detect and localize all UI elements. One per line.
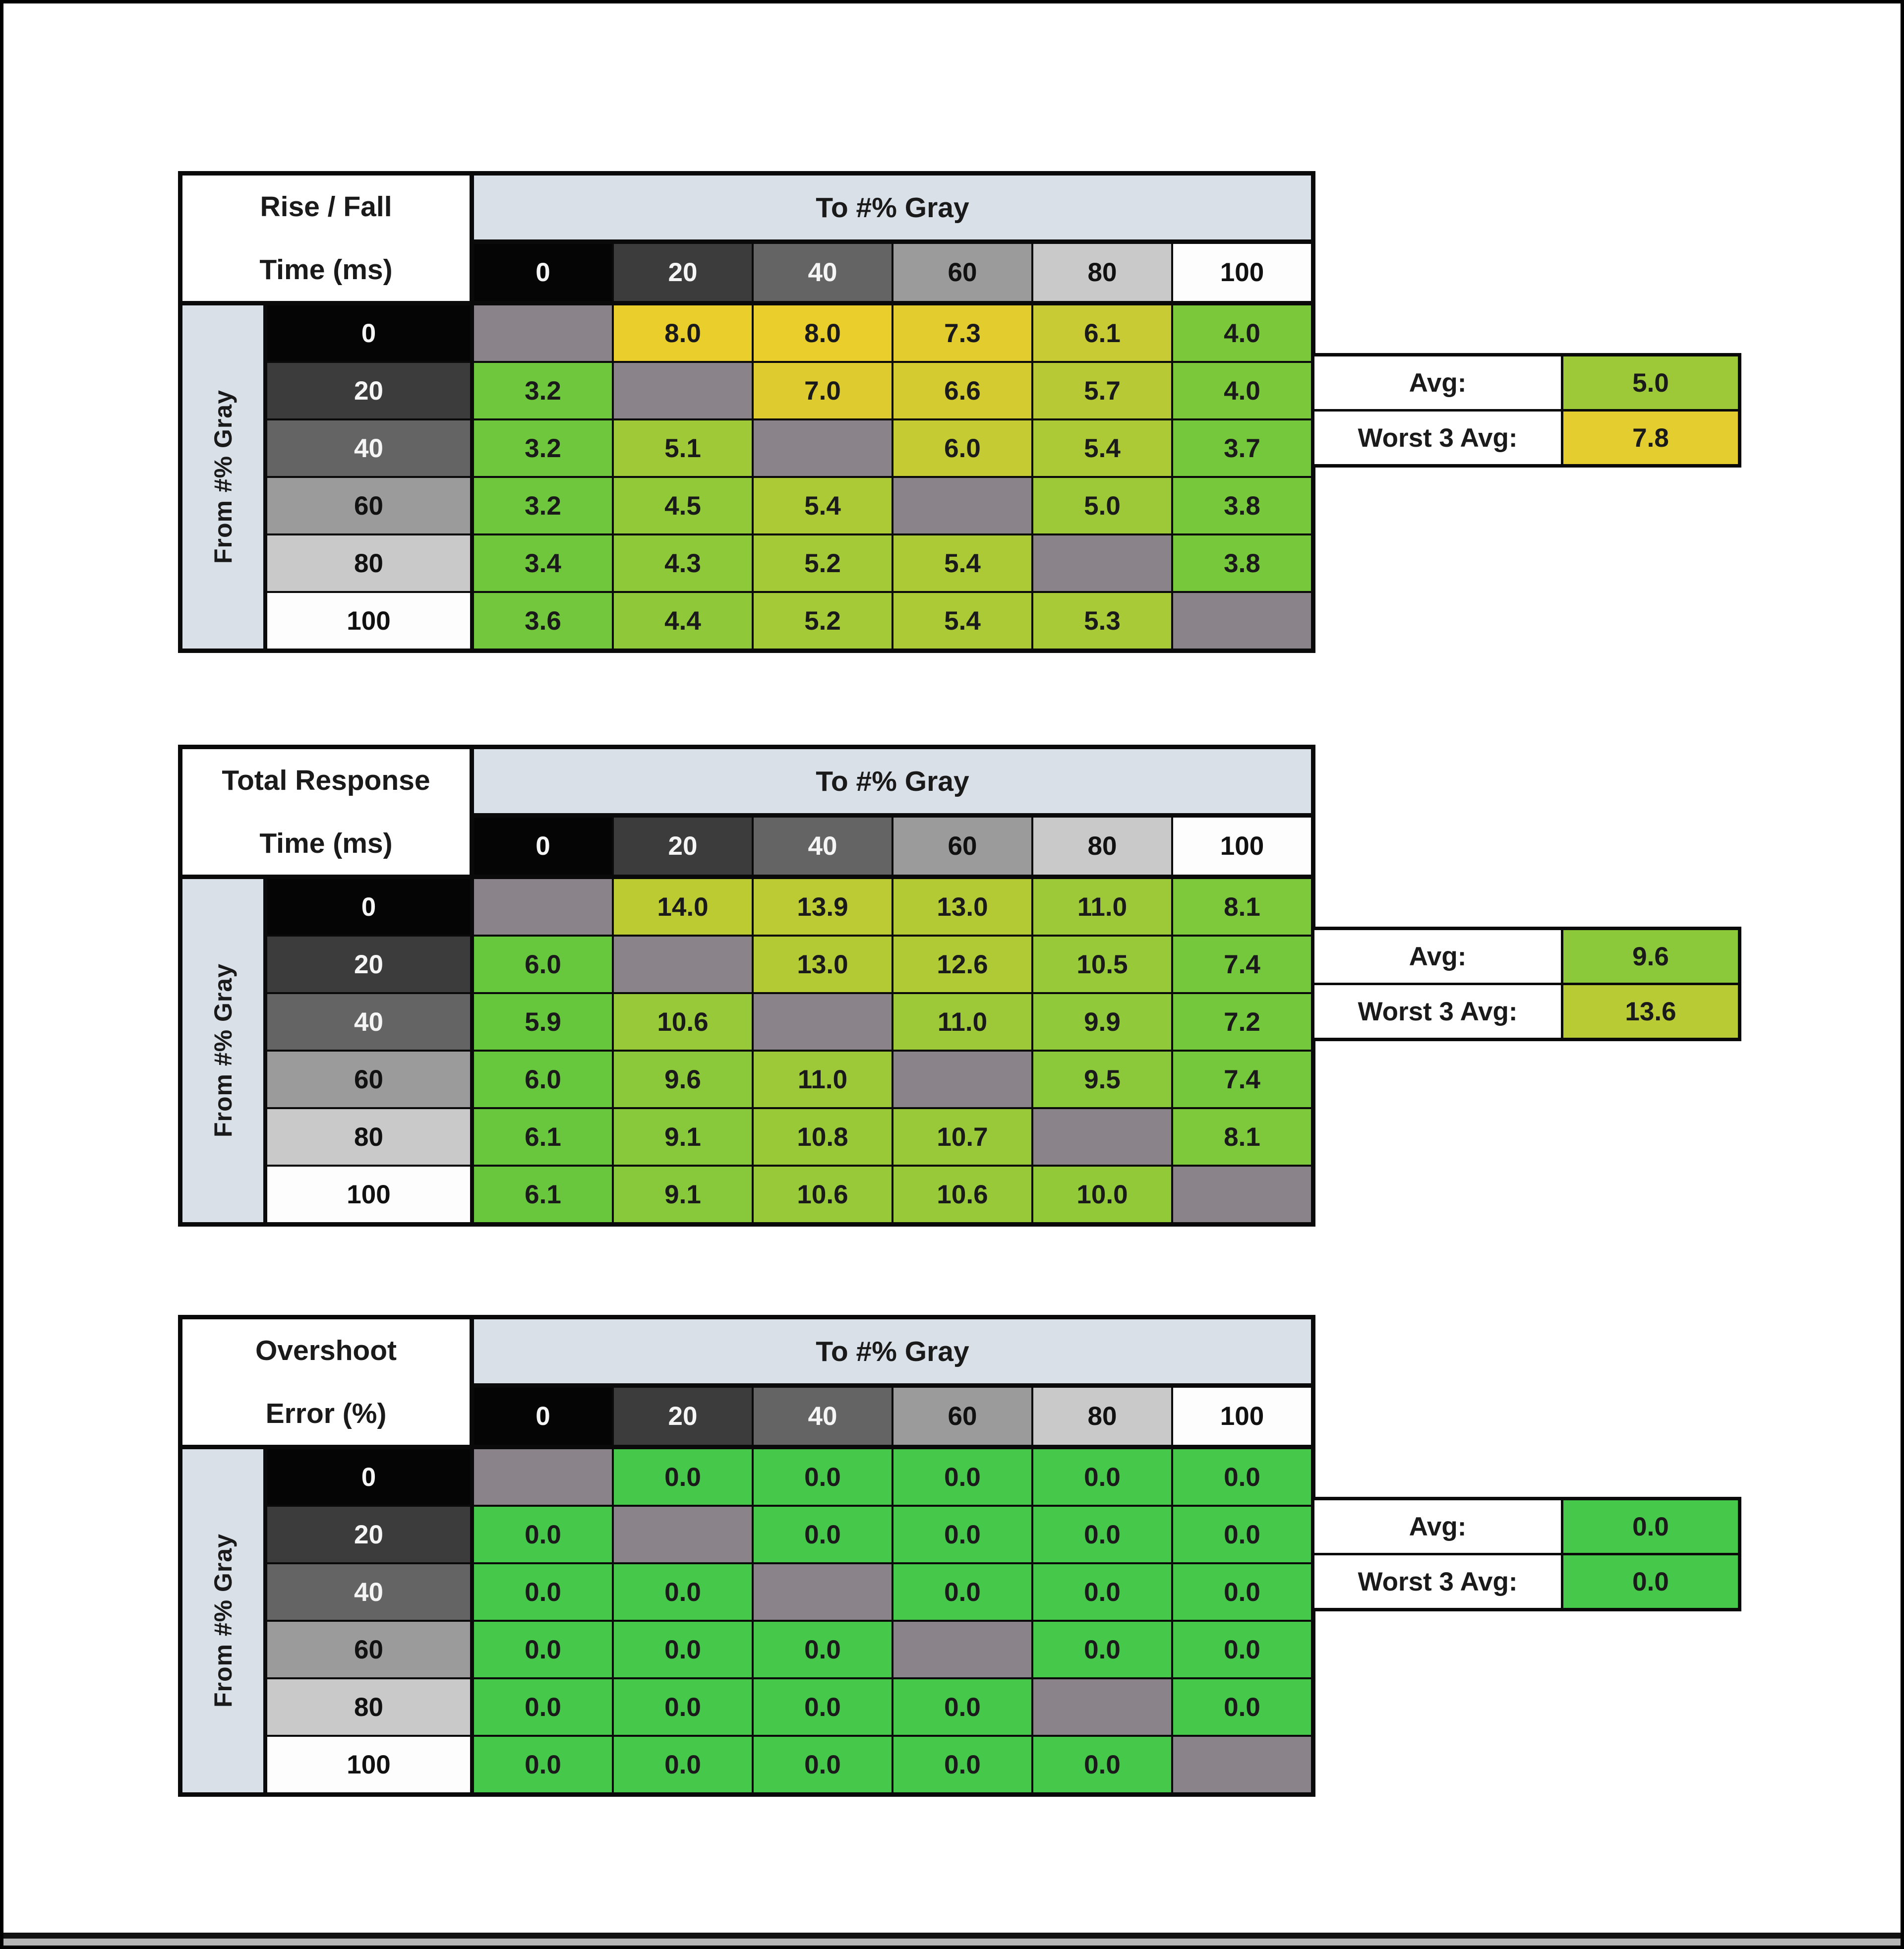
cell-from60-to40: 0.0 (754, 1622, 892, 1677)
cell-from100-to40: 10.6 (754, 1167, 892, 1222)
from-axis-label: From #% Gray (209, 963, 237, 1138)
total-response-title (182, 749, 472, 877)
cell-from60-to40: 11.0 (754, 1052, 892, 1107)
total-response-stats (1311, 927, 1741, 1041)
overshoot-stat-label-1: Worst 3 Avg: (1314, 1555, 1561, 1608)
cell-blank-diagonal (474, 879, 612, 935)
cell-from60-to80: 9.5 (1033, 1052, 1171, 1107)
cell-from60-to100: 7.4 (1173, 1052, 1311, 1107)
cell-from20-to80: 10.5 (1033, 937, 1171, 992)
row-header-100: 100 (267, 1167, 472, 1222)
cell-from0-to60: 7.3 (893, 305, 1031, 361)
cell-from100-to80: 10.0 (1033, 1167, 1171, 1222)
cell-from80-to60: 5.4 (893, 535, 1031, 591)
total-response-table-group (178, 745, 1765, 1227)
cell-from100-to60: 10.6 (893, 1167, 1031, 1222)
col-header-20: 20 (614, 818, 752, 877)
cell-from20-to40: 0.0 (754, 1507, 892, 1562)
rise-fall-stat-value-0: 5.0 (1563, 356, 1738, 409)
col-header-40: 40 (754, 818, 892, 877)
cell-from60-to80: 5.0 (1033, 478, 1171, 533)
col-header-100: 100 (1173, 244, 1311, 303)
col-header-80: 80 (1033, 244, 1171, 303)
cell-from20-to40: 13.0 (754, 937, 892, 992)
cell-from100-to20: 4.4 (614, 593, 752, 649)
overshoot-title (182, 1319, 472, 1447)
cell-from60-to100: 0.0 (1173, 1622, 1311, 1677)
cell-from60-to0: 3.2 (474, 478, 612, 533)
cell-from100-to60: 0.0 (893, 1737, 1031, 1792)
cell-from60-to40: 5.4 (754, 478, 892, 533)
total-response-title-line: Time (ms) (259, 827, 393, 859)
cell-from20-to40: 7.0 (754, 363, 892, 418)
from-axis-label: From #% Gray (209, 1534, 237, 1708)
rise-fall-stats (1311, 353, 1741, 468)
to-axis-label: To #% Gray (474, 749, 1311, 816)
cell-blank-diagonal (1033, 1679, 1171, 1735)
overshoot-stat-value-0: 0.0 (1563, 1500, 1738, 1553)
cell-from80-to0: 3.4 (474, 535, 612, 591)
cell-from100-to20: 0.0 (614, 1737, 752, 1792)
cell-blank-diagonal (614, 363, 752, 418)
from-axis-band (182, 305, 265, 649)
col-header-20: 20 (614, 244, 752, 303)
cell-from40-to80: 9.9 (1033, 994, 1171, 1050)
cell-from40-to60: 0.0 (893, 1564, 1031, 1620)
overshoot-title-line: Overshoot (255, 1335, 397, 1367)
row-header-0: 0 (267, 305, 472, 361)
row-header-80: 80 (267, 535, 472, 591)
cell-from80-to40: 0.0 (754, 1679, 892, 1735)
cell-from60-to0: 0.0 (474, 1622, 612, 1677)
total-response-stat-label-0: Avg: (1314, 930, 1561, 983)
col-header-80: 80 (1033, 1388, 1171, 1447)
cell-from20-to100: 0.0 (1173, 1507, 1311, 1562)
cell-from40-to100: 3.7 (1173, 420, 1311, 476)
cell-from40-to0: 0.0 (474, 1564, 612, 1620)
cell-from40-to20: 10.6 (614, 994, 752, 1050)
cell-blank-diagonal (614, 1507, 752, 1562)
cell-from80-to0: 6.1 (474, 1109, 612, 1165)
row-header-20: 20 (267, 363, 472, 418)
row-header-20: 20 (267, 1507, 472, 1562)
col-header-60: 60 (893, 244, 1031, 303)
row-header-80: 80 (267, 1679, 472, 1735)
col-header-60: 60 (893, 1388, 1031, 1447)
cell-from40-to0: 5.9 (474, 994, 612, 1050)
cell-from40-to80: 0.0 (1033, 1564, 1171, 1620)
cell-from20-to100: 4.0 (1173, 363, 1311, 418)
cell-from80-to100: 0.0 (1173, 1679, 1311, 1735)
cell-from20-to60: 0.0 (893, 1507, 1031, 1562)
bottom-frame-rule (3, 1933, 1901, 1939)
cell-from80-to0: 0.0 (474, 1679, 612, 1735)
cell-blank-diagonal (1173, 1737, 1311, 1792)
cell-blank-diagonal (474, 1449, 612, 1505)
cell-from100-to0: 6.1 (474, 1167, 612, 1222)
cell-from0-to40: 8.0 (754, 305, 892, 361)
cell-from0-to100: 8.1 (1173, 879, 1311, 935)
bottom-edge-strip (3, 1939, 1901, 1946)
cell-from0-to20: 14.0 (614, 879, 752, 935)
cell-from60-to20: 9.6 (614, 1052, 752, 1107)
col-header-0: 0 (474, 1388, 612, 1447)
cell-from20-to0: 0.0 (474, 1507, 612, 1562)
cell-from80-to60: 10.7 (893, 1109, 1031, 1165)
cell-from80-to20: 4.3 (614, 535, 752, 591)
cell-from0-to60: 0.0 (893, 1449, 1031, 1505)
rise-fall-title-line: Time (ms) (259, 253, 393, 286)
cell-from80-to100: 3.8 (1173, 535, 1311, 591)
cell-from20-to80: 5.7 (1033, 363, 1171, 418)
cell-from60-to100: 3.8 (1173, 478, 1311, 533)
cell-blank-diagonal (893, 1052, 1031, 1107)
cell-from0-to100: 4.0 (1173, 305, 1311, 361)
cell-from80-to40: 10.8 (754, 1109, 892, 1165)
cell-from40-to0: 3.2 (474, 420, 612, 476)
cell-blank-diagonal (1173, 1167, 1311, 1222)
cell-from0-to20: 8.0 (614, 305, 752, 361)
total-response-stat-label-1: Worst 3 Avg: (1314, 985, 1561, 1038)
cell-from20-to60: 12.6 (893, 937, 1031, 992)
cell-from60-to0: 6.0 (474, 1052, 612, 1107)
from-axis-label: From #% Gray (209, 390, 237, 564)
col-header-0: 0 (474, 818, 612, 877)
col-header-80: 80 (1033, 818, 1171, 877)
cell-from80-to40: 5.2 (754, 535, 892, 591)
cell-from0-to20: 0.0 (614, 1449, 752, 1505)
cell-from100-to0: 3.6 (474, 593, 612, 649)
cell-from40-to100: 7.2 (1173, 994, 1311, 1050)
rise-fall-table-group (178, 171, 1765, 653)
cell-from40-to100: 0.0 (1173, 1564, 1311, 1620)
overshoot-stat-value-1: 0.0 (1563, 1555, 1738, 1608)
from-axis-band (182, 879, 265, 1222)
overshoot-title-line: Error (%) (265, 1397, 387, 1429)
cell-blank-diagonal (1173, 593, 1311, 649)
row-header-40: 40 (267, 1564, 472, 1620)
cell-from80-to100: 8.1 (1173, 1109, 1311, 1165)
col-header-40: 40 (754, 244, 892, 303)
cell-from40-to60: 6.0 (893, 420, 1031, 476)
cell-from20-to60: 6.6 (893, 363, 1031, 418)
cell-blank-diagonal (614, 937, 752, 992)
col-header-20: 20 (614, 1388, 752, 1447)
from-axis-band (182, 1449, 265, 1792)
cell-from100-to0: 0.0 (474, 1737, 612, 1792)
cell-blank-diagonal (754, 420, 892, 476)
total-response-matrix (178, 745, 1315, 1227)
cell-from80-to20: 0.0 (614, 1679, 752, 1735)
cell-from100-to80: 5.3 (1033, 593, 1171, 649)
rise-fall-title (182, 176, 472, 303)
cell-from0-to80: 11.0 (1033, 879, 1171, 935)
row-header-0: 0 (267, 1449, 472, 1505)
row-header-60: 60 (267, 1052, 472, 1107)
cell-blank-diagonal (1033, 1109, 1171, 1165)
cell-from20-to80: 0.0 (1033, 1507, 1171, 1562)
cell-blank-diagonal (893, 1622, 1031, 1677)
rise-fall-stat-label-0: Avg: (1314, 356, 1561, 409)
cell-from60-to20: 0.0 (614, 1622, 752, 1677)
to-axis-label: To #% Gray (474, 1319, 1311, 1386)
cell-from0-to80: 6.1 (1033, 305, 1171, 361)
rise-fall-matrix (178, 171, 1315, 653)
cell-blank-diagonal (754, 1564, 892, 1620)
cell-from40-to20: 5.1 (614, 420, 752, 476)
total-response-stat-value-0: 9.6 (1563, 930, 1738, 983)
cell-from80-to20: 9.1 (614, 1109, 752, 1165)
rise-fall-stat-label-1: Worst 3 Avg: (1314, 412, 1561, 464)
cell-from60-to80: 0.0 (1033, 1622, 1171, 1677)
cell-from40-to80: 5.4 (1033, 420, 1171, 476)
col-header-60: 60 (893, 818, 1031, 877)
cell-from0-to100: 0.0 (1173, 1449, 1311, 1505)
cell-blank-diagonal (1033, 535, 1171, 591)
cell-from100-to80: 0.0 (1033, 1737, 1171, 1792)
cell-from100-to40: 0.0 (754, 1737, 892, 1792)
row-header-80: 80 (267, 1109, 472, 1165)
cell-from20-to0: 3.2 (474, 363, 612, 418)
cell-from0-to40: 0.0 (754, 1449, 892, 1505)
row-header-60: 60 (267, 478, 472, 533)
cell-from40-to20: 0.0 (614, 1564, 752, 1620)
overshoot-matrix (178, 1315, 1315, 1797)
cell-blank-diagonal (474, 305, 612, 361)
total-response-title-line: Total Response (222, 765, 430, 797)
cell-from20-to100: 7.4 (1173, 937, 1311, 992)
cell-from0-to40: 13.9 (754, 879, 892, 935)
cell-from20-to0: 6.0 (474, 937, 612, 992)
cell-from40-to60: 11.0 (893, 994, 1031, 1050)
row-header-100: 100 (267, 593, 472, 649)
cell-blank-diagonal (893, 478, 1031, 533)
cell-from0-to80: 0.0 (1033, 1449, 1171, 1505)
col-header-100: 100 (1173, 818, 1311, 877)
col-header-0: 0 (474, 244, 612, 303)
col-header-100: 100 (1173, 1388, 1311, 1447)
to-axis-label: To #% Gray (474, 176, 1311, 242)
overshoot-stats (1311, 1497, 1741, 1611)
cell-from100-to40: 5.2 (754, 593, 892, 649)
cell-from0-to60: 13.0 (893, 879, 1031, 935)
cell-from60-to20: 4.5 (614, 478, 752, 533)
row-header-20: 20 (267, 937, 472, 992)
cell-from100-to20: 9.1 (614, 1167, 752, 1222)
row-header-100: 100 (267, 1737, 472, 1792)
total-response-stat-value-1: 13.6 (1563, 985, 1738, 1038)
cell-from80-to60: 0.0 (893, 1679, 1031, 1735)
overshoot-table-group (178, 1315, 1765, 1797)
row-header-40: 40 (267, 994, 472, 1050)
row-header-40: 40 (267, 420, 472, 476)
rise-fall-title-line: Rise / Fall (260, 191, 392, 223)
col-header-40: 40 (754, 1388, 892, 1447)
cell-blank-diagonal (754, 994, 892, 1050)
rise-fall-stat-value-1: 7.8 (1563, 412, 1738, 464)
row-header-0: 0 (267, 879, 472, 935)
cell-from100-to60: 5.4 (893, 593, 1031, 649)
row-header-60: 60 (267, 1622, 472, 1677)
overshoot-stat-label-0: Avg: (1314, 1500, 1561, 1553)
